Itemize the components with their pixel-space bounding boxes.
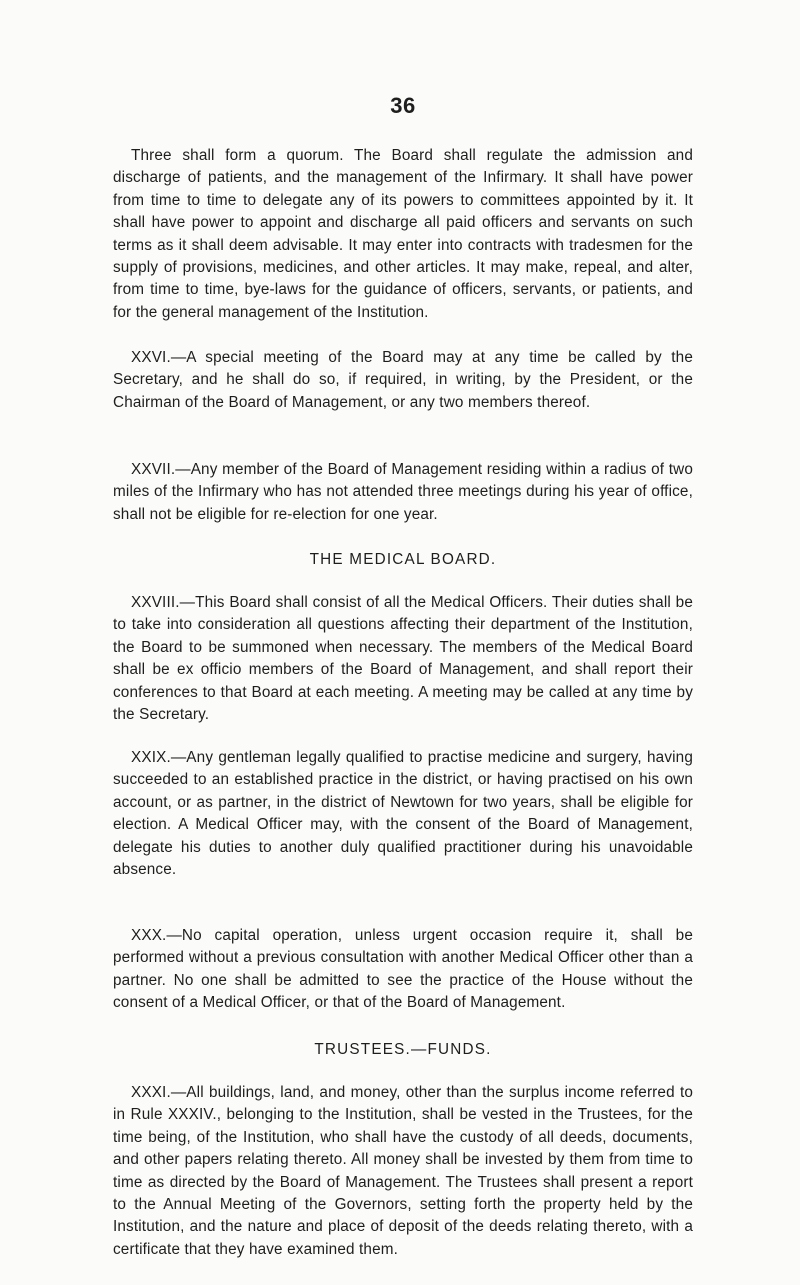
paragraph-rule-xxvi: XXVI.—A special meeting of the Board may at any time be called by the Secretary, and he shall do so, if required, in writing, by the President, or the Chairman of the Board of Management, or any two members thereof. xyxy=(113,349,693,411)
heading-medical-board: THE MEDICAL BOARD. xyxy=(309,551,497,568)
page-number: 36 xyxy=(390,93,416,118)
paragraph-rule-xxxi: XXXI.—All buildings, land, and money, other than the surplus income referred to in Rule XXXIV., belonging to the Institution, shall be vested in the Trustees, for the time being, of the Institution, who shall have the custody of all deeds, documents, and other papers relating thereto. All money shall be invested by them from time to time as directed by the Board of Management. The Trustees shall present a report to the Annual Meeting of the Governors, setting forth the property held by the Institution, and the nature and place of deposit of the deeds relating thereto, with a certificate that they have examined them. xyxy=(113,1084,693,1258)
paragraph-rule-xxix: XXIX.—Any gentleman legally qualified to practise medicine and surgery, having succeeded to an established practice in the district, or having practised on his own account, or as partner, in the district of Newtown for two years, shall be eligible for election. A Medical Officer may, with the consent of the Board of Management, delegate his duties to another duly qualified practitioner during his unavoidable absence. xyxy=(113,749,693,879)
paragraph-quorum: Three shall form a quorum. The Board shall regulate the admission and discharge of patients, and the management of the Infirmary. It shall have power from time to time to delegate any of its powers to committees appointed by it. It shall have power to appoint and discharge all paid officers and servants on such terms as it shall deem advisable. It may enter into contracts with tradesmen for the supply of provisions, medicines, and other articles. It may make, repeal, and alter, from time to time, bye-laws for the guidance of officers, servants, or patients, and for the general management of the Institution. xyxy=(113,147,693,321)
paragraph-rule-xxx: XXX.—No capital operation, unless urgent occasion require it, shall be performed without a previous consultation with another Medical Officer other than a partner. No one shall be admitted to see the practice of the House without the consent of a Medical Officer, or that of the Board of Management. xyxy=(113,927,693,1012)
paragraph-rule-xxvii: XXVII.—Any member of the Board of Management residing within a radius of two miles of the Infirmary who has not attended three meetings during his year of office, shall not be eligible for re-election for one year. xyxy=(113,461,693,523)
paragraph-rule-xxviii: XXVIII.—This Board shall consist of all the Medical Officers. Their duties shall be to take into consideration all questions affecting their department of the Institution, the Board to be summoned when necessary. The members of the Medical Board shall be ex officio members of the Board of Management, and shall report their conferences to that Board at each meeting. A meeting may be called at any time by the Secretary. xyxy=(113,594,693,724)
heading-trustees-funds: TRUSTEES.—FUNDS. xyxy=(314,1041,492,1058)
